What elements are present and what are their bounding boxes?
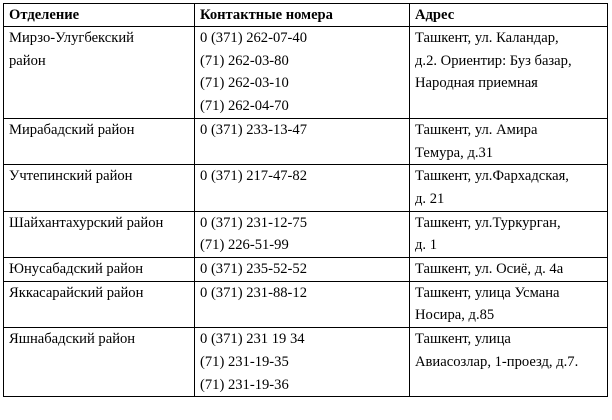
address-line: Ташкент, ул. Каландар, xyxy=(415,30,559,46)
contacts-table xyxy=(3,3,608,397)
table-row xyxy=(4,27,608,119)
phones-cell xyxy=(195,165,410,211)
phones-cell xyxy=(195,211,410,257)
table-row xyxy=(4,211,608,257)
phone-number: 0 (371) 235-52-52 xyxy=(200,261,308,278)
table-row xyxy=(4,258,608,282)
address-line: д. 21 xyxy=(415,190,445,207)
phone-number: 0 (371) 217-47-82 xyxy=(200,168,308,185)
department-line: Учтепинский район xyxy=(9,168,133,185)
header-address: Адрес xyxy=(410,4,608,27)
address-cell xyxy=(410,211,608,257)
phones-cell xyxy=(195,281,410,327)
phone-number: (71) 231-19-36 xyxy=(200,376,289,393)
address-line: Ташкент, ул. Осиё, д. 4а xyxy=(415,261,564,278)
phone-number: 0 (371) 233-13-47 xyxy=(200,121,308,138)
phone-number: 0 (371) 231 19 34 xyxy=(200,331,305,348)
department-line: Мирабадский район xyxy=(9,121,135,138)
department-cell xyxy=(4,118,195,164)
address-cell xyxy=(410,165,608,211)
address-cell xyxy=(410,27,608,119)
department-line: Яккасарайский район xyxy=(9,284,144,301)
table-row xyxy=(4,281,608,327)
phone-number: (71) 262-04-70 xyxy=(200,98,289,115)
phones-cell xyxy=(195,258,410,282)
table-header-row xyxy=(4,4,608,27)
phone-number: 0 (371) 231-12-75 xyxy=(200,214,308,231)
address-line: Народная приемная xyxy=(415,75,538,92)
table-row xyxy=(4,328,608,397)
address-cell xyxy=(410,118,608,164)
department-line: Юнусабадский район xyxy=(9,261,144,278)
address-line: Авиасозлар, 1-проезд, д.7. xyxy=(415,353,579,370)
phone-number: 0 (371) 262-07-40 xyxy=(200,30,308,46)
phone-number: (71) 231-19-35 xyxy=(200,353,289,370)
address-line: Ташкент, ул. Амира xyxy=(415,121,538,138)
address-cell xyxy=(410,328,608,397)
table-row xyxy=(4,165,608,211)
address-cell xyxy=(410,281,608,327)
phone-number: 0 (371) 231-88-12 xyxy=(200,284,308,301)
address-line: Ташкент, улица xyxy=(415,331,511,348)
phone-number: (71) 262-03-80 xyxy=(200,52,289,69)
phones-cell xyxy=(195,118,410,164)
department-cell xyxy=(4,165,195,211)
address-line: Темура, д.31 xyxy=(415,144,494,161)
department-cell xyxy=(4,27,195,119)
table-row xyxy=(4,118,608,164)
address-line: д.2. Ориентир: Буз базар, xyxy=(415,52,572,69)
address-line: Ташкент, ул.Фархадская, xyxy=(415,168,569,185)
phones-cell xyxy=(195,328,410,397)
department-line: район xyxy=(9,52,46,69)
header-phones: Контактные номера xyxy=(195,4,410,27)
address-line: Ташкент, улица Усмана xyxy=(415,284,560,301)
department-cell xyxy=(4,258,195,282)
header-department: Отделение xyxy=(4,4,195,27)
department-line: Яшнабадский район xyxy=(9,331,136,348)
department-cell xyxy=(4,328,195,397)
department-line: Шайхантахурский район xyxy=(9,214,164,231)
department-line: Мирзо-Улугбекский xyxy=(9,30,134,46)
address-line: Носира, д.85 xyxy=(415,307,495,324)
address-line: д. 1 xyxy=(415,237,438,254)
phone-number: (71) 262-03-10 xyxy=(200,75,289,92)
address-line: Ташкент, ул.Туркурган, xyxy=(415,214,561,231)
department-cell xyxy=(4,281,195,327)
phone-number: (71) 226-51-99 xyxy=(200,237,289,254)
phones-cell xyxy=(195,27,410,119)
address-cell xyxy=(410,258,608,282)
department-cell xyxy=(4,211,195,257)
